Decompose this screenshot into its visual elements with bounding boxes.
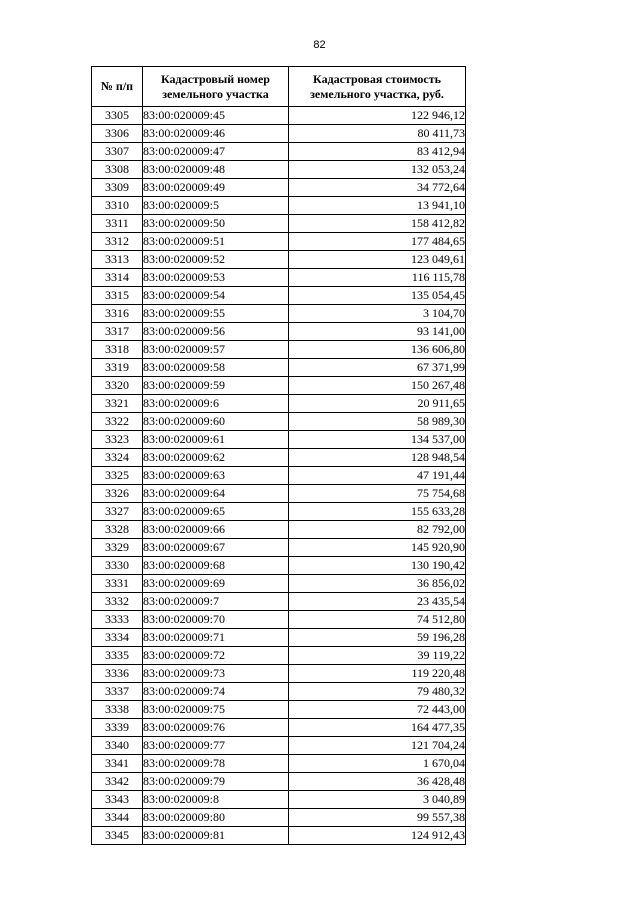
cell-cadastral-value: 132 053,24 [289,161,466,179]
table-row [92,701,466,719]
cell-row-number: 3332 [92,593,143,611]
cell-cadastral-number: 83:00:020009:49 [143,179,289,197]
cell-row-number: 3307 [92,143,143,161]
cell-cadastral-number: 83:00:020009:45 [143,107,289,125]
cell-cadastral-number: 83:00:020009:64 [143,485,289,503]
table-row [92,125,466,143]
cell-cadastral-value: 23 435,54 [289,593,466,611]
cell-row-number: 3323 [92,431,143,449]
cell-cadastral-number: 83:00:020009:72 [143,647,289,665]
cell-cadastral-value: 155 633,28 [289,503,466,521]
table-row [92,197,466,215]
cell-row-number: 3313 [92,251,143,269]
cell-row-number: 3314 [92,269,143,287]
cell-row-number: 3330 [92,557,143,575]
cell-row-number: 3331 [92,575,143,593]
table-row [92,431,466,449]
cell-row-number: 3333 [92,611,143,629]
cell-row-number: 3343 [92,791,143,809]
header-cadastral-number: Кадастровый номер земельного участка [143,67,289,107]
cell-cadastral-number: 83:00:020009:8 [143,791,289,809]
table-row [92,611,466,629]
cell-cadastral-number: 83:00:020009:7 [143,593,289,611]
cell-row-number: 3338 [92,701,143,719]
cell-cadastral-number: 83:00:020009:79 [143,773,289,791]
table-row [92,413,466,431]
cell-row-number: 3334 [92,629,143,647]
cell-row-number: 3321 [92,395,143,413]
cell-row-number: 3306 [92,125,143,143]
table-row [92,521,466,539]
cell-row-number: 3311 [92,215,143,233]
cell-cadastral-value: 58 989,30 [289,413,466,431]
cell-cadastral-number: 83:00:020009:67 [143,539,289,557]
page-number: 82 [313,39,326,51]
cell-row-number: 3309 [92,179,143,197]
cell-cadastral-number: 83:00:020009:69 [143,575,289,593]
cell-cadastral-value: 145 920,90 [289,539,466,557]
cell-row-number: 3335 [92,647,143,665]
cell-cadastral-number: 83:00:020009:63 [143,467,289,485]
cell-cadastral-value: 3 104,70 [289,305,466,323]
table-row [92,233,466,251]
cell-cadastral-value: 39 119,22 [289,647,466,665]
cell-cadastral-value: 134 537,00 [289,431,466,449]
cell-row-number: 3312 [92,233,143,251]
table-row [92,503,466,521]
table-row [92,557,466,575]
cell-cadastral-value: 119 220,48 [289,665,466,683]
table-row [92,359,466,377]
cell-cadastral-value: 158 412,82 [289,215,466,233]
table-row [92,485,466,503]
cell-row-number: 3345 [92,827,143,845]
cell-cadastral-number: 83:00:020009:53 [143,269,289,287]
cell-row-number: 3329 [92,539,143,557]
cell-row-number: 3326 [92,485,143,503]
cell-cadastral-number: 83:00:020009:57 [143,341,289,359]
cell-cadastral-value: 34 772,64 [289,179,466,197]
cell-cadastral-number: 83:00:020009:68 [143,557,289,575]
cell-cadastral-number: 83:00:020009:76 [143,719,289,737]
table-row [92,377,466,395]
cell-cadastral-value: 79 480,32 [289,683,466,701]
table-row [92,341,466,359]
cell-row-number: 3319 [92,359,143,377]
cell-cadastral-number: 83:00:020009:48 [143,161,289,179]
cell-cadastral-value: 74 512,80 [289,611,466,629]
table-row [92,251,466,269]
table-row [92,575,466,593]
cell-cadastral-value: 75 754,68 [289,485,466,503]
cadastral-value-table [91,66,466,845]
table-row [92,107,466,125]
cell-row-number: 3340 [92,737,143,755]
cell-cadastral-value: 72 443,00 [289,701,466,719]
cell-cadastral-number: 83:00:020009:6 [143,395,289,413]
table-row [92,179,466,197]
table-row [92,467,466,485]
table-row [92,215,466,233]
table-row [92,719,466,737]
cell-row-number: 3328 [92,521,143,539]
cell-cadastral-value: 83 412,94 [289,143,466,161]
cell-cadastral-number: 83:00:020009:75 [143,701,289,719]
table-row [92,395,466,413]
table-row [92,809,466,827]
cell-cadastral-number: 83:00:020009:55 [143,305,289,323]
cell-cadastral-value: 13 941,10 [289,197,466,215]
cell-row-number: 3316 [92,305,143,323]
cell-cadastral-number: 83:00:020009:70 [143,611,289,629]
cell-row-number: 3315 [92,287,143,305]
table-row [92,629,466,647]
cell-cadastral-value: 121 704,24 [289,737,466,755]
cell-cadastral-value: 128 948,54 [289,449,466,467]
cell-cadastral-number: 83:00:020009:5 [143,197,289,215]
table-row [92,827,466,845]
cell-cadastral-number: 83:00:020009:46 [143,125,289,143]
cell-cadastral-value: 164 477,35 [289,719,466,737]
table-row [92,773,466,791]
cell-cadastral-value: 3 040,89 [289,791,466,809]
cell-cadastral-value: 136 606,80 [289,341,466,359]
table-header-row [92,67,466,107]
cell-row-number: 3344 [92,809,143,827]
cell-cadastral-value: 99 557,38 [289,809,466,827]
header-row-number: № п/п [92,67,143,107]
cell-cadastral-number: 83:00:020009:60 [143,413,289,431]
cell-cadastral-value: 122 946,12 [289,107,466,125]
cell-cadastral-value: 150 267,48 [289,377,466,395]
cell-cadastral-number: 83:00:020009:51 [143,233,289,251]
cell-cadastral-number: 83:00:020009:71 [143,629,289,647]
cell-cadastral-value: 82 792,00 [289,521,466,539]
cell-row-number: 3305 [92,107,143,125]
cell-cadastral-number: 83:00:020009:54 [143,287,289,305]
cell-row-number: 3322 [92,413,143,431]
cell-row-number: 3310 [92,197,143,215]
cell-cadastral-value: 116 115,78 [289,269,466,287]
cell-cadastral-number: 83:00:020009:77 [143,737,289,755]
cell-row-number: 3327 [92,503,143,521]
cell-cadastral-value: 135 054,45 [289,287,466,305]
cell-cadastral-number: 83:00:020009:65 [143,503,289,521]
table-row [92,593,466,611]
cell-cadastral-number: 83:00:020009:56 [143,323,289,341]
cell-row-number: 3308 [92,161,143,179]
cell-row-number: 3324 [92,449,143,467]
cell-row-number: 3320 [92,377,143,395]
cell-cadastral-number: 83:00:020009:58 [143,359,289,377]
cell-row-number: 3325 [92,467,143,485]
table-row [92,755,466,773]
cell-cadastral-number: 83:00:020009:61 [143,431,289,449]
cell-row-number: 3337 [92,683,143,701]
table-row [92,647,466,665]
cell-row-number: 3336 [92,665,143,683]
table-body [92,107,466,845]
table-row [92,323,466,341]
cell-cadastral-value: 36 856,02 [289,575,466,593]
cell-cadastral-value: 123 049,61 [289,251,466,269]
cell-cadastral-value: 36 428,48 [289,773,466,791]
table-row [92,287,466,305]
table-row [92,161,466,179]
table-row [92,143,466,161]
table-row [92,665,466,683]
cell-cadastral-number: 83:00:020009:81 [143,827,289,845]
cell-cadastral-number: 83:00:020009:59 [143,377,289,395]
table-row [92,737,466,755]
cell-cadastral-number: 83:00:020009:52 [143,251,289,269]
cell-cadastral-number: 83:00:020009:66 [143,521,289,539]
cell-cadastral-value: 59 196,28 [289,629,466,647]
cell-cadastral-value: 124 912,43 [289,827,466,845]
cell-cadastral-value: 130 190,42 [289,557,466,575]
cell-cadastral-number: 83:00:020009:78 [143,755,289,773]
cell-row-number: 3339 [92,719,143,737]
table-row [92,539,466,557]
table-row [92,683,466,701]
table-row [92,791,466,809]
cell-cadastral-value: 177 484,65 [289,233,466,251]
cell-cadastral-number: 83:00:020009:80 [143,809,289,827]
cell-cadastral-value: 80 411,73 [289,125,466,143]
header-cadastral-value: Кадастровая стоимость земельного участка, руб. [289,67,466,107]
cell-cadastral-number: 83:00:020009:74 [143,683,289,701]
cell-cadastral-number: 83:00:020009:47 [143,143,289,161]
cell-cadastral-value: 93 141,00 [289,323,466,341]
cell-cadastral-value: 67 371,99 [289,359,466,377]
cell-row-number: 3318 [92,341,143,359]
cell-row-number: 3342 [92,773,143,791]
cell-cadastral-number: 83:00:020009:62 [143,449,289,467]
cell-cadastral-number: 83:00:020009:73 [143,665,289,683]
cell-cadastral-value: 20 911,65 [289,395,466,413]
table-row [92,449,466,467]
cell-cadastral-value: 1 670,04 [289,755,466,773]
table-row [92,305,466,323]
cell-cadastral-value: 47 191,44 [289,467,466,485]
cell-row-number: 3317 [92,323,143,341]
cell-row-number: 3341 [92,755,143,773]
cell-cadastral-number: 83:00:020009:50 [143,215,289,233]
table-row [92,269,466,287]
